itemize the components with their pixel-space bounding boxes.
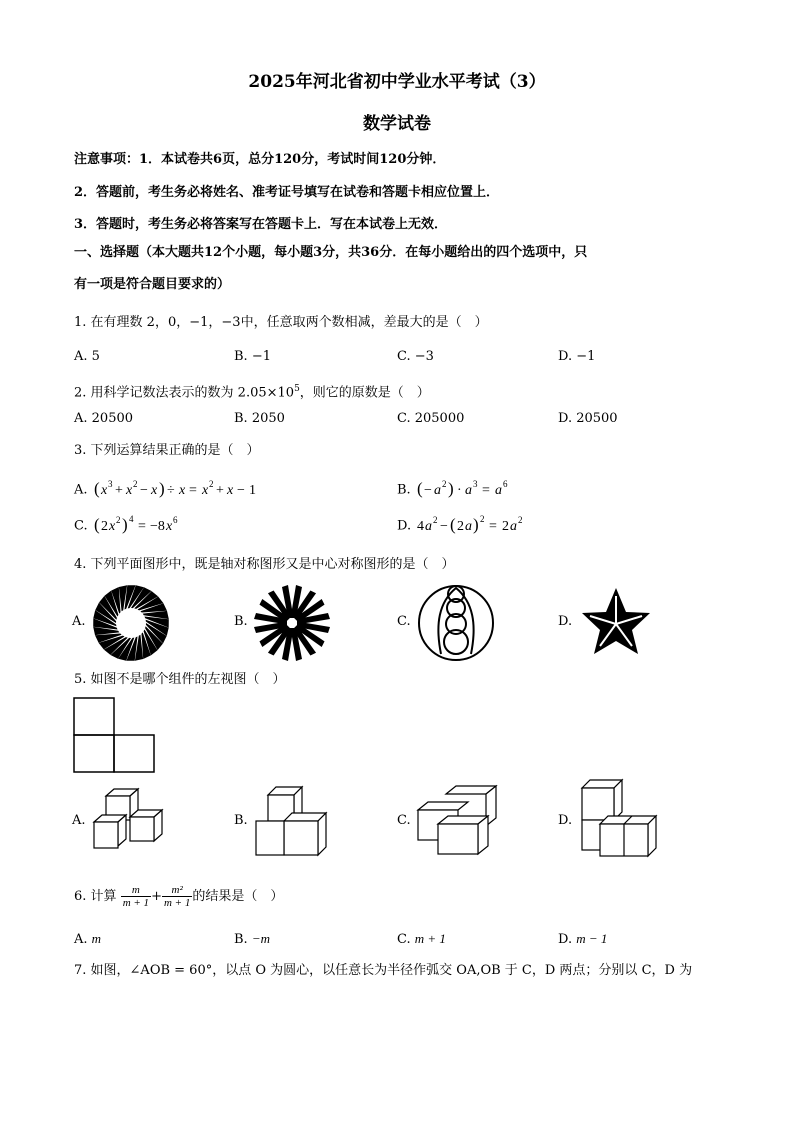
svg-text:6: 6 — [502, 479, 508, 489]
q4-option-d: D. — [558, 614, 573, 629]
svg-text:−: − — [236, 483, 245, 498]
q6-option-a — [74, 931, 101, 948]
q3-option-c-label: C. — [74, 518, 88, 534]
q3-option-d-formula — [415, 515, 575, 537]
section-heading-line1: 一、选择题（本大题共12个小题，每小题3分，共36分．在每小题给出的四个选项中，只 — [74, 245, 588, 260]
q6-frac1-numerator: m — [121, 884, 151, 897]
q5-figure-c-cubes — [416, 784, 500, 858]
svg-text:=: = — [489, 519, 498, 534]
svg-text:−: − — [423, 483, 432, 498]
svg-text:x: x — [178, 483, 185, 498]
q3-option-c-formula — [92, 515, 232, 537]
svg-text:2: 2 — [441, 479, 447, 489]
q5-option-c: C. — [397, 813, 411, 828]
q4-figure-a-sunburst — [92, 584, 170, 662]
svg-text:2: 2 — [208, 479, 214, 489]
svg-text:a: a — [465, 519, 473, 534]
q6-frac1-denominator: m + 1 — [122, 897, 150, 909]
svg-text:(: ( — [416, 479, 423, 498]
svg-text:4: 4 — [417, 519, 425, 534]
svg-text:a: a — [464, 483, 472, 498]
svg-text:6: 6 — [172, 515, 178, 525]
q3-option-a-label: A. — [74, 482, 88, 498]
q6-frac2-numerator: m² — [162, 884, 192, 897]
q6-option-a-value: m — [91, 931, 102, 946]
q4-figure-b-starburst — [253, 584, 331, 662]
svg-text:x: x — [125, 483, 132, 498]
q4-stem: 4. 下列平面图形中，既是轴对称图形又是中心对称图形的是（ ） — [74, 557, 455, 572]
svg-text:−: − — [139, 483, 148, 498]
q6-fraction-1 — [121, 884, 151, 909]
q1-option-c: C. −3 — [397, 349, 434, 364]
svg-text:): ) — [447, 479, 454, 498]
q2-exponent: 5 — [294, 384, 300, 394]
svg-text:a: a — [433, 483, 441, 498]
svg-text:+: + — [215, 483, 224, 498]
q1-option-d: D. −1 — [558, 349, 596, 364]
q6-option-b — [234, 931, 270, 948]
svg-text:2: 2 — [115, 515, 121, 525]
q2-option-a: A. 20500 — [74, 411, 134, 426]
svg-text:4: 4 — [128, 515, 134, 524]
svg-text:÷: ÷ — [166, 483, 175, 498]
q5-stem: 5. 如图不是哪个组件的左视图（ ） — [74, 672, 286, 687]
q3-option-c — [74, 515, 232, 537]
q5-figure-b-cubes — [254, 784, 330, 858]
q6-option-c — [397, 931, 446, 948]
svg-text:): ) — [158, 479, 165, 498]
q6-option-c-value: m + 1 — [414, 931, 446, 946]
svg-text:−: − — [440, 519, 449, 534]
svg-text:x: x — [165, 519, 172, 534]
svg-text:): ) — [121, 515, 128, 534]
q5-figure-d-cubes — [578, 778, 658, 860]
q4-figure-c-circles — [417, 584, 495, 662]
q2-sci-number: 2.05×10 — [237, 385, 295, 401]
q6-option-a-label: A. — [74, 932, 88, 947]
exam-title: 2025年河北省初中学业水平考试（3） — [248, 72, 546, 92]
note-2: 2．答题前，考生务必将姓名、准考证号填写在试卷和答题卡相应位置上． — [74, 185, 500, 200]
q1-num-neg3: −3 — [221, 315, 241, 330]
q1-stem-end: 中，任意取两个数相减，差最大的是（ ） — [240, 315, 488, 330]
svg-text:2: 2 — [433, 515, 438, 525]
q6-stem-end: 的结果是（ ） — [192, 889, 284, 904]
q3-option-a-formula — [92, 479, 292, 501]
svg-text:=: = — [481, 483, 490, 498]
svg-text:2: 2 — [480, 515, 485, 524]
q1-sep: ， — [208, 315, 222, 330]
svg-text:x: x — [108, 519, 115, 534]
q6-plus-sign: + — [151, 889, 162, 904]
q2-option-b: B. 2050 — [234, 411, 285, 426]
q2-stem — [74, 381, 430, 401]
q2-option-c: C. 205000 — [397, 411, 465, 426]
q3-option-d — [397, 515, 575, 537]
q1-option-a: A. 5 — [74, 349, 100, 364]
section-heading-line2: 有一项是符合题目要求的） — [74, 277, 231, 292]
q2-option-d: D. 20500 — [558, 411, 618, 426]
q5-option-b: B. — [234, 813, 248, 828]
q6-option-d-label: D. — [558, 932, 573, 947]
svg-text:+: + — [114, 483, 123, 498]
svg-text:x: x — [100, 483, 107, 498]
svg-text:a: a — [494, 483, 502, 498]
q1-stem-start: 1. 在有理数 2，0， — [74, 315, 190, 330]
q4-figure-d-pentagram — [578, 584, 654, 660]
svg-text:a: a — [425, 519, 433, 534]
svg-text:x: x — [150, 483, 157, 498]
svg-text:1: 1 — [248, 483, 256, 498]
q6-stem-start: 6. 计算 — [74, 889, 117, 904]
svg-text:=: = — [188, 483, 197, 498]
q6-option-d-value: m − 1 — [576, 931, 608, 946]
svg-text:(: ( — [93, 515, 100, 534]
svg-text:x: x — [201, 483, 208, 498]
svg-text:2: 2 — [518, 515, 523, 525]
sunburst-rays — [93, 585, 169, 661]
q5-figure-a-cubes — [92, 786, 164, 852]
svg-text:2: 2 — [502, 519, 510, 534]
q3-option-b — [397, 479, 555, 501]
q6-option-b-value: −m — [251, 931, 270, 946]
svg-text:x: x — [226, 483, 233, 498]
q6-fraction-2 — [162, 884, 192, 909]
svg-text:2: 2 — [132, 479, 138, 489]
q4-option-b: B. — [234, 614, 248, 629]
q3-option-b-label: B. — [397, 482, 411, 498]
svg-text:2: 2 — [457, 519, 465, 534]
exam-subtitle: 数学试卷 — [363, 114, 431, 134]
svg-text:(: ( — [93, 479, 100, 498]
q6-option-d — [558, 931, 607, 948]
q2-stem-end: ，则它的原数是（ ） — [299, 385, 430, 401]
q1-option-b: B. −1 — [234, 349, 271, 364]
q4-option-c: C. — [397, 614, 411, 629]
svg-text:3: 3 — [107, 479, 113, 489]
q6-option-c-label: C. — [397, 932, 411, 947]
q5-option-d: D. — [558, 813, 573, 828]
q6-frac2-denominator: m + 1 — [163, 897, 191, 909]
q3-stem: 3. 下列运算结果正确的是（ ） — [74, 443, 260, 458]
svg-text:): ) — [473, 515, 479, 534]
note-3: 3．答题时，考生务必将答案写在答题卡上．写在本试卷上无效． — [74, 217, 448, 232]
svg-text:−8: −8 — [149, 519, 165, 534]
q3-option-b-formula — [415, 479, 555, 501]
q6-stem — [74, 880, 283, 914]
svg-text:3: 3 — [472, 479, 478, 489]
q1-num-neg1: −1 — [189, 315, 209, 330]
svg-text:a: a — [510, 519, 518, 534]
svg-text:·: · — [456, 483, 462, 498]
q1-stem — [74, 315, 488, 331]
note-1: 注意事项：1．本试卷共6页，总分120分，考试时间120分钟． — [74, 152, 446, 167]
q3-option-d-label: D. — [397, 518, 412, 534]
svg-text:2: 2 — [100, 519, 108, 534]
q4-option-a: A. — [72, 614, 86, 629]
q5-left-view-figure — [73, 697, 157, 775]
q3-option-a — [74, 479, 292, 501]
svg-text:(: ( — [450, 515, 456, 534]
q2-stem-start: 2. 用科学记数法表示的数为 — [74, 385, 238, 401]
q5-option-a: A. — [72, 813, 86, 828]
q7-stem: 7. 如图，∠AOB = 60°，以点 O 为圆心，以任意长为半径作弧交 OA,OB 于 C，D 两点；分别以 C，D 为 — [74, 963, 693, 978]
svg-text:=: = — [137, 519, 146, 534]
q6-option-b-label: B. — [234, 932, 248, 947]
